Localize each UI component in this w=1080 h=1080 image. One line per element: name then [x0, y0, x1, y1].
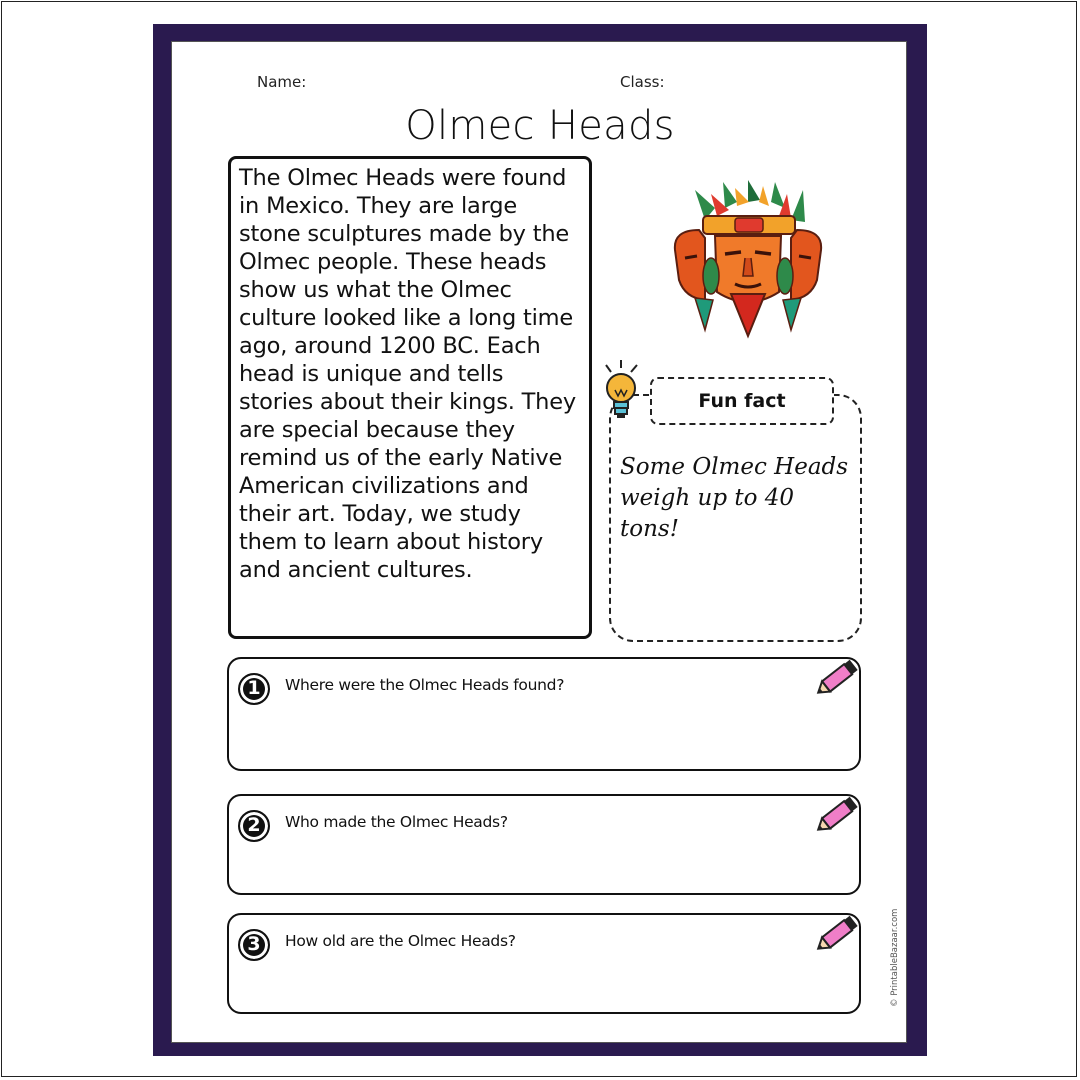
worksheet-sheet — [171, 41, 907, 1043]
question-answer-box[interactable] — [227, 913, 861, 1014]
fun-fact-heading: Fun fact — [650, 377, 834, 425]
question-answer-box[interactable] — [227, 794, 861, 895]
question-number-badge: 3 — [238, 929, 270, 961]
olmec-heads-illustration — [665, 180, 831, 340]
worksheet-frame — [153, 24, 927, 1056]
question-answer-box[interactable] — [227, 657, 861, 771]
question-number-badge: 1 — [238, 673, 270, 705]
pencil-icon — [811, 907, 867, 959]
reading-passage: The Olmec Heads were found in Mexico. They are large stone sculptures made by the Olmec people. These heads show us what the Olmec culture looked like a long time ago, around 1200 BC. Each head is unique and tells stories about their kings. They are special because they remind us of the early Native American civilizations and their art. Today, we study them to learn about history and ancient cultures. — [239, 165, 576, 583]
question-text: How old are the Olmec Heads? — [285, 932, 516, 950]
name-label: Name: — [257, 73, 307, 91]
pencil-icon — [811, 788, 867, 840]
pencil-icon — [811, 651, 867, 703]
lightbulb-icon — [597, 360, 647, 424]
question-number-badge: 2 — [238, 810, 270, 842]
fun-fact-text: Some Olmec Heads weigh up to 40 tons! — [620, 454, 849, 542]
reading-passage-box — [228, 156, 592, 639]
copyright-text: © PrintableBazaar.com — [890, 908, 900, 1007]
question-text: Who made the Olmec Heads? — [285, 813, 508, 831]
question-text: Where were the Olmec Heads found? — [285, 676, 565, 694]
class-label: Class: — [620, 73, 665, 91]
page-title: Olmec Heads — [405, 103, 675, 149]
